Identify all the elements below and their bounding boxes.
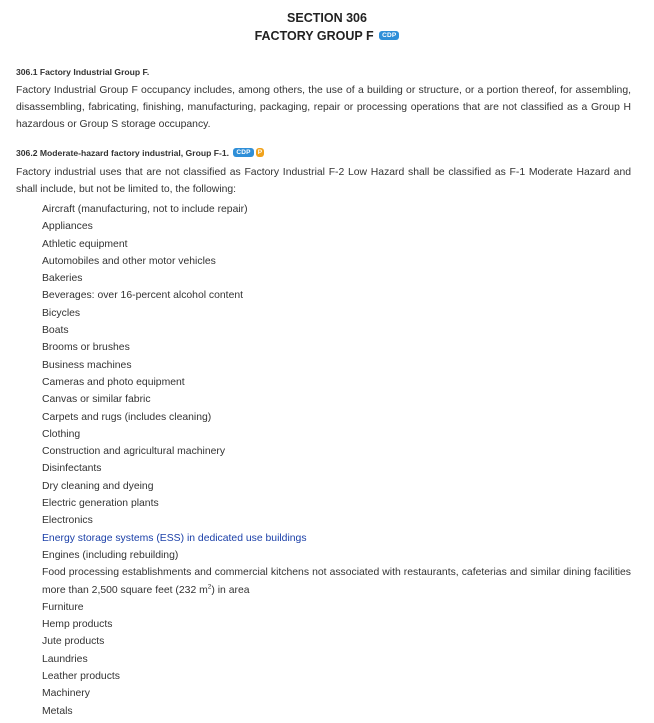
list-item: Jute products bbox=[42, 636, 105, 648]
list-item: Boats bbox=[42, 325, 69, 337]
list-item: Electronics bbox=[42, 515, 93, 527]
section-number: SECTION 306 bbox=[287, 11, 367, 25]
subsection-306-2-text: Factory industrial uses that are not classified as Factory Industrial F-2 Low Hazard shall be classified as F-1 Moderate Hazard and shall include, but not be limited to, the following: bbox=[16, 167, 631, 195]
section-title bbox=[0, 27, 654, 45]
list-item: Beverages: over 16-percent alcohol content bbox=[42, 290, 244, 302]
list-item: Brooms or brushes bbox=[42, 342, 130, 354]
list-item: Metals bbox=[42, 705, 73, 717]
list-item: Laundries bbox=[42, 653, 88, 665]
p-badge[interactable]: P bbox=[257, 149, 263, 157]
f1-occupancy-list bbox=[42, 201, 631, 720]
list-item: Dry cleaning and dyeing bbox=[42, 480, 154, 492]
list-item: Construction and agricultural machinery bbox=[42, 446, 226, 458]
list-item: Disinfectants bbox=[42, 463, 102, 475]
list-item: Clothing bbox=[42, 428, 81, 440]
list-item: Carpets and rugs (includes cleaning) bbox=[42, 411, 212, 423]
list-item: Bicycles bbox=[42, 307, 81, 319]
cdp-badge[interactable]: CDP bbox=[233, 148, 253, 157]
list-item: Appliances bbox=[42, 221, 93, 233]
list-item: Leather products bbox=[42, 671, 120, 683]
list-item-text: ) in area bbox=[211, 584, 250, 596]
list-item: Furniture bbox=[42, 601, 84, 613]
superscript: 2 bbox=[207, 583, 212, 591]
list-item: Aircraft (manufacturing, not to include repair) bbox=[42, 204, 248, 215]
list-item: Cameras and photo equipment bbox=[42, 376, 185, 388]
list-item: Engines (including rebuilding) bbox=[42, 549, 179, 561]
cdp-badge[interactable]: CDP bbox=[379, 31, 399, 40]
list-item bbox=[42, 564, 631, 599]
list-item: Athletic equipment bbox=[42, 238, 128, 250]
list-item: Hemp products bbox=[42, 619, 113, 631]
list-item: Automobiles and other motor vehicles bbox=[42, 255, 216, 267]
list-item: Business machines bbox=[42, 359, 132, 371]
subsection-306-2-heading-text: 306.2 Moderate-hazard factory industrial, Group F-1. bbox=[16, 148, 229, 158]
list-item: Bakeries bbox=[42, 273, 83, 285]
list-item-text: Food processing establishments and commercial kitchens not associated with restaurants, cafeterias and similar dining facilities more than 2,500 square feet (232 m bbox=[42, 567, 631, 596]
subsection-306-1-heading: 306.1 Factory Industrial Group F. bbox=[16, 67, 150, 77]
ess-link[interactable]: Energy storage systems (ESS) in dedicated use buildings bbox=[42, 532, 307, 544]
section-title-text: FACTORY GROUP F bbox=[254, 29, 374, 43]
subsection-306-1-text: Factory Industrial Group F occupancy includes, among others, the use of a building or structure, or a portion thereof, for assembling, disassembling, fabricating, finishing, manufacturing, packaging, repair or processing operations that are not classified as a Group H hazardous or Group S storage occupancy. bbox=[16, 85, 631, 130]
list-item: Machinery bbox=[42, 688, 90, 700]
list-item: Electric generation plants bbox=[42, 498, 159, 510]
subsection-306-2-heading bbox=[16, 148, 264, 158]
section-header bbox=[0, 0, 654, 45]
list-item: Canvas or similar fabric bbox=[42, 394, 151, 406]
